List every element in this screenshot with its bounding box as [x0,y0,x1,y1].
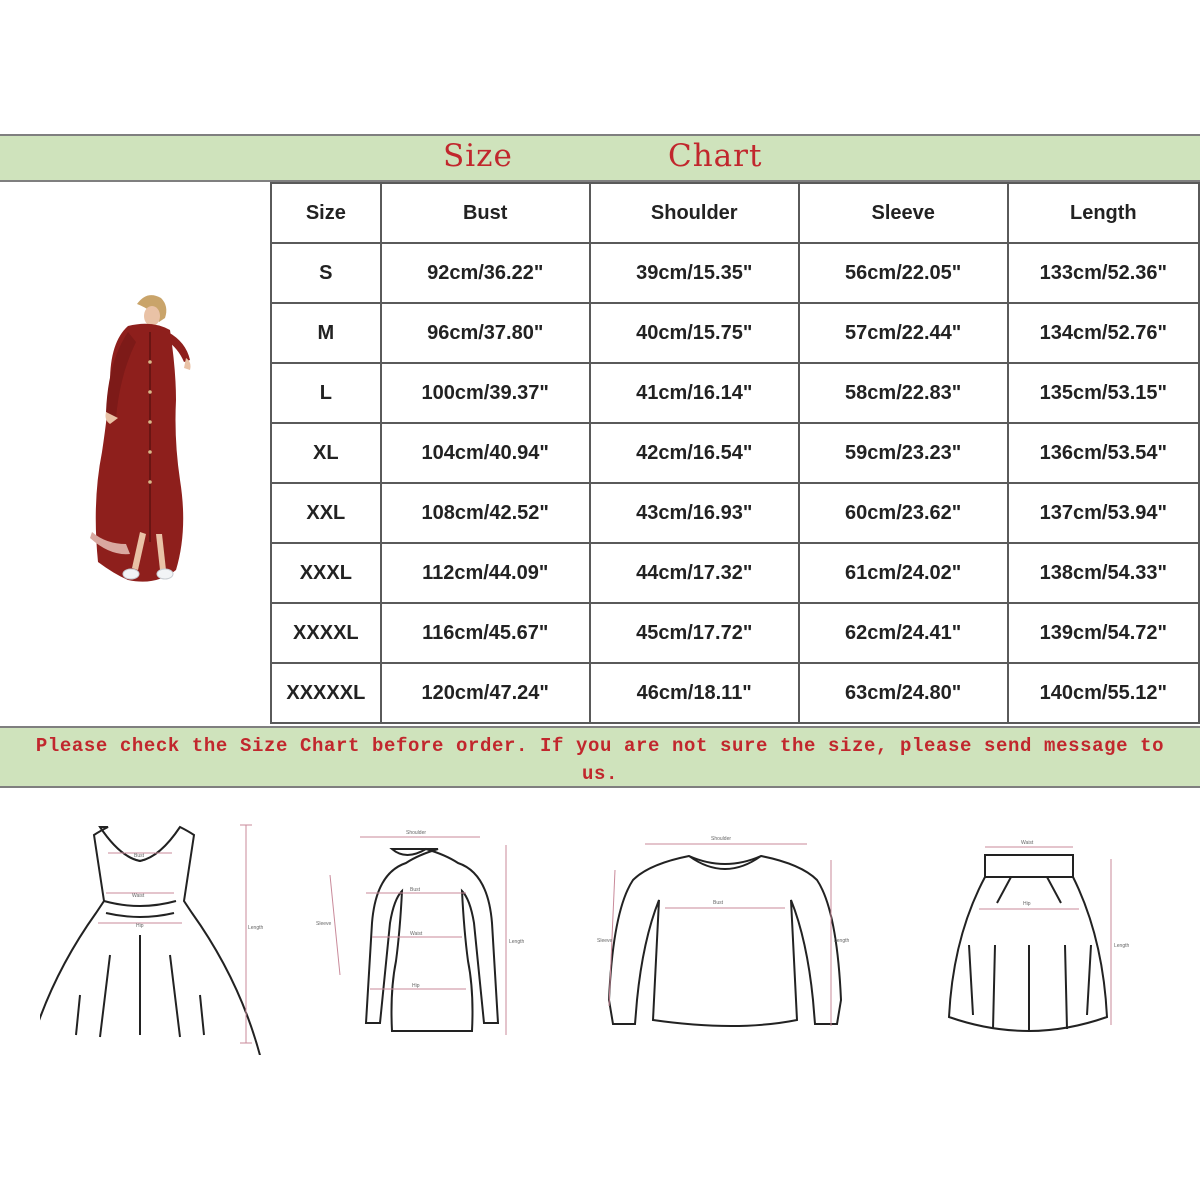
cell-length: 135cm/53.15" [1008,363,1199,423]
cell-bust: 104cm/40.94" [381,423,590,483]
label-hip: Hip [412,983,420,989]
column-header-shoulder: Shoulder [590,183,799,243]
cell-sleeve: 57cm/22.44" [799,303,1008,363]
column-header-sleeve: Sleeve [799,183,1008,243]
cell-bust: 108cm/42.52" [381,483,590,543]
table-row [271,603,1199,663]
cell-bust: 116cm/45.67" [381,603,590,663]
label-bust: Bust [134,853,145,859]
cell-sleeve: 63cm/24.80" [799,663,1008,723]
column-header-size: Size [271,183,381,243]
cell-sleeve: 60cm/23.62" [799,483,1008,543]
label-shoulder: Shoulder [711,836,732,842]
label-waist: Waist [1021,840,1034,846]
title-chart: Chart [668,138,763,174]
size-table-area [0,182,1200,726]
title-bar [0,134,1200,182]
cell-size: XL [271,423,381,483]
cell-shoulder: 39cm/15.35" [590,243,799,303]
table-row [271,303,1199,363]
cell-bust: 100cm/39.37" [381,363,590,423]
label-waist: Waist [132,893,145,899]
cell-sleeve: 56cm/22.05" [799,243,1008,303]
cell-bust: 120cm/47.24" [381,663,590,723]
label-bust: Bust [410,887,421,893]
notice-text: Please check the Size Chart before order. If you are not sure the size, please send message to us. [35,735,1165,785]
cell-size: S [271,243,381,303]
cell-shoulder: 40cm/15.75" [590,303,799,363]
table-row [271,363,1199,423]
cell-shoulder: 42cm/16.54" [590,423,799,483]
title-size: Size [443,138,513,174]
cell-sleeve: 61cm/24.02" [799,543,1008,603]
cell-length: 136cm/53.54" [1008,423,1199,483]
column-header-bust: Bust [381,183,590,243]
table-row [271,663,1199,723]
table-row [271,243,1199,303]
cell-shoulder: 45cm/17.72" [590,603,799,663]
skirt-diagram [915,835,1155,1035]
shirt-dress-diagram [310,825,540,1055]
cell-length: 139cm/54.72" [1008,603,1199,663]
table-row [271,483,1199,543]
cell-length: 137cm/53.94" [1008,483,1199,543]
dress-diagram [40,815,280,1055]
cell-bust: 112cm/44.09" [381,543,590,603]
cell-size: XXXXXL [271,663,381,723]
label-waist: Waist [410,931,423,937]
label-length: Length [834,938,850,944]
notice-bar [0,726,1200,788]
label-length: Length [248,925,264,931]
label-sleeve: Sleeve [597,938,613,944]
cell-bust: 92cm/36.22" [381,243,590,303]
cell-sleeve: 59cm/23.23" [799,423,1008,483]
cell-length: 138cm/54.33" [1008,543,1199,603]
cell-length: 133cm/52.36" [1008,243,1199,303]
label-length: Length [509,939,525,945]
table-row [271,543,1199,603]
cell-size: L [271,363,381,423]
cell-shoulder: 43cm/16.93" [590,483,799,543]
label-hip: Hip [1023,901,1031,907]
cell-shoulder: 44cm/17.32" [590,543,799,603]
cell-size: XXXXL [271,603,381,663]
model-figure [90,295,191,582]
cell-size: XXXL [271,543,381,603]
table-header-row [271,183,1199,243]
cell-length: 140cm/55.12" [1008,663,1199,723]
table-row [271,423,1199,483]
label-sleeve: Sleeve [316,921,332,927]
cell-shoulder: 41cm/16.14" [590,363,799,423]
product-photo [0,182,270,726]
sweater-diagram [585,830,865,1040]
cell-bust: 96cm/37.80" [381,303,590,363]
cell-sleeve: 62cm/24.41" [799,603,1008,663]
label-shoulder: Shoulder [406,830,427,836]
cell-sleeve: 58cm/22.83" [799,363,1008,423]
cell-size: M [271,303,381,363]
label-hip: Hip [136,923,144,929]
cell-length: 134cm/52.76" [1008,303,1199,363]
column-header-length: Length [1008,183,1199,243]
size-table [270,182,1200,724]
cell-size: XXL [271,483,381,543]
label-length: Length [1114,943,1130,949]
label-bust: Bust [713,900,724,906]
cell-shoulder: 46cm/18.11" [590,663,799,723]
